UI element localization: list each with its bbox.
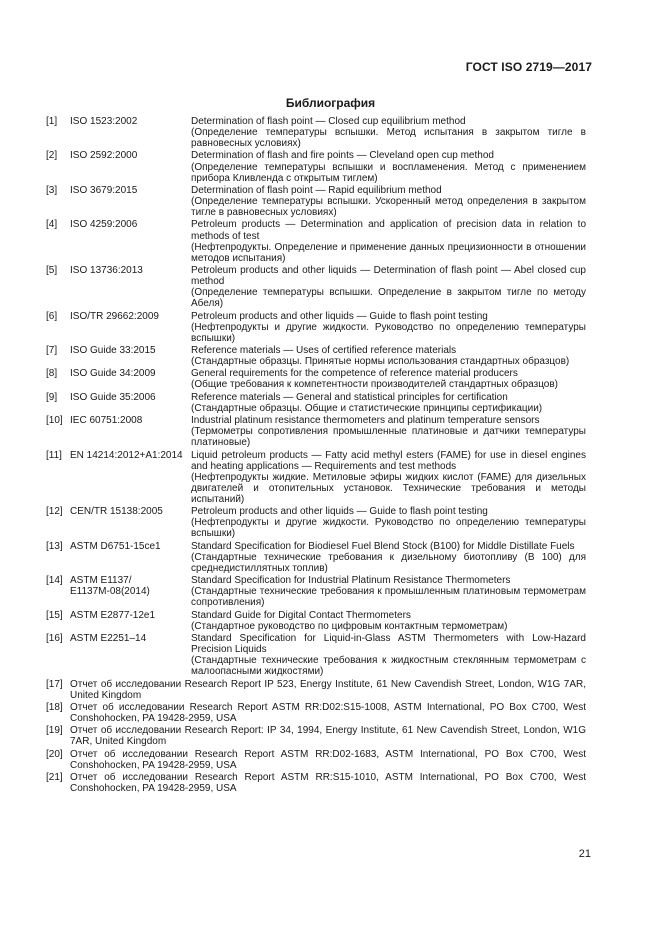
bibliography-entry xyxy=(46,368,586,390)
entry-title-en: Determination of flash point — Rapid equilibrium method xyxy=(191,184,442,196)
entry-number: [17] xyxy=(46,678,63,690)
entry-number: [20] xyxy=(46,748,63,760)
bibliography-entry xyxy=(46,116,586,149)
report-text: Research Report IP 523, Energy Institute, 61 New Cavendish Street, London, W1G 7AR, United Kingdom xyxy=(70,678,587,701)
entry-title-en: Reference materials — Uses of certified reference materials xyxy=(191,345,457,356)
entry-reference: EN 14214:2012+A1:2014 xyxy=(70,449,183,461)
entry-reference: ASTM E2251–14 xyxy=(70,633,147,645)
entry-number: [14] xyxy=(46,575,63,587)
entry-number: [6] xyxy=(46,310,58,322)
bibliography-entry xyxy=(46,311,586,344)
entry-title-en: General requirements for the competence of reference material producers xyxy=(191,368,518,380)
bibliography-entry xyxy=(46,265,586,309)
report-text: Research Report ASTM RR:D02:S15-1008, ASTM International, PO Box C700, West Conshohocken, PA 19428-2959, USA xyxy=(70,701,587,725)
bibliography-entry xyxy=(46,219,586,263)
entry-number: [1] xyxy=(46,116,58,127)
entry-title-en: Petroleum products and other liquids — Determination of flash point — Abel closed cup method xyxy=(191,264,586,288)
entry-number: [7] xyxy=(46,345,58,356)
entry-reference: ASTM E1137/ E1137M-08(2014) xyxy=(70,575,150,598)
document-standard-code: ГОСТ ISO 2719—2017 xyxy=(465,60,592,74)
entry-reference: ISO 4259:2006 xyxy=(70,219,138,231)
entry-number: [13] xyxy=(46,540,63,552)
entry-number: [16] xyxy=(46,633,63,645)
report-text: Research Report ASTM RR:S15-1010, ASTM International, PO Box C700, West Conshohocken, PA 19428-2959, USA xyxy=(70,772,586,795)
bibliography-entry xyxy=(46,450,586,505)
report-label: Отчет об исследовании xyxy=(70,725,182,737)
entry-title-ru: (Нефтепродукты жидкие. Метиловые эфиры жидких кислот (FAME) для дизельных двигателей и отопительных установок. Технические требования и методы испытаний) xyxy=(191,471,586,505)
research-report-entry xyxy=(46,749,586,771)
entry-reference: ISO Guide 34:2009 xyxy=(70,368,156,380)
entry-reference: ISO 2592:2000 xyxy=(70,150,138,162)
entry-title-en: Liquid petroleum products — Fatty acid methyl esters (FAME) for use in diesel engines and heating applications — Requirements and test methods xyxy=(191,449,586,472)
research-report-entry xyxy=(46,725,586,747)
entry-number: [2] xyxy=(46,150,58,162)
bibliography-entry xyxy=(46,575,586,608)
entry-title-en: Standard Specification for Liquid-in-Glass ASTM Thermometers with Low-Hazard Precision Liquids xyxy=(191,633,586,656)
entry-title-ru: (Определение температуры вспышки. Ускоренный метод определения в закрытом тигле в равновесных условиях) xyxy=(191,196,586,219)
entry-title-en: Standard Specification for Biodiesel Fuel Blend Stock (B100) for Middle Distillate Fuels xyxy=(191,540,575,552)
entry-reference: ISO 13736:2013 xyxy=(70,264,143,276)
entry-number: [15] xyxy=(46,609,63,621)
entry-number: [21] xyxy=(46,772,63,784)
entry-reference: IEC 60751:2008 xyxy=(70,415,143,427)
report-label: Отчет об исследовании xyxy=(70,772,188,784)
entry-title-ru: (Стандартные образцы. Принятые нормы использования стандартных образцов) xyxy=(191,356,570,368)
entry-reference: ASTM D6751-15ce1 xyxy=(70,540,161,552)
entry-number: [12] xyxy=(46,506,63,518)
research-report-entry xyxy=(46,772,586,794)
entry-title-en: Determination of flash and fire points — Cleveland open cup method xyxy=(191,150,494,162)
bibliography-entry xyxy=(46,415,586,448)
report-label: Отчет об исследовании xyxy=(70,701,185,713)
entry-number: [18] xyxy=(46,701,63,713)
entry-title-ru: (Нефтепродукты и другие жидкости. Руководство по определению температуры вспышки) xyxy=(191,321,586,344)
entry-reference: ISO 3679:2015 xyxy=(70,184,138,196)
entry-reference: ISO Guide 35:2006 xyxy=(70,391,156,403)
entry-title-ru: (Стандартные технические требования к дизельному биотопливу (В 100) для среднедистиллятных топлив) xyxy=(191,551,586,574)
entry-number: [5] xyxy=(46,264,58,276)
entry-reference: ISO Guide 33:2015 xyxy=(70,345,156,356)
entry-reference: CEN/TR 15138:2005 xyxy=(70,506,163,518)
entry-reference: ISO/TR 29662:2009 xyxy=(70,310,159,322)
report-label: Отчет об исследовании xyxy=(70,678,182,690)
entry-title-en: Standard Guide for Digital Contact Thermometers xyxy=(191,609,411,621)
report-text: Research Report: IP 34, 1994, Energy Institute, 61 New Cavendish Street, London, W1G 7AR, United Kingdom xyxy=(70,725,587,748)
bibliography-entry xyxy=(46,392,586,414)
bibliography-entry xyxy=(46,150,586,183)
entry-title-ru: (Стандартные образцы. Общие и статистические принципы сертификации) xyxy=(191,402,543,414)
entry-title-en: Petroleum products — Determination and application of precision data in relation to methods of test xyxy=(191,219,586,242)
entry-title-ru: (Определение температуры вспышки и воспламенения. Метод с применением прибора Кливленда с открытым тиглем) xyxy=(191,161,586,184)
bibliography-entry xyxy=(46,185,586,218)
entry-title-en: Reference materials — General and statistical principles for certification xyxy=(191,391,508,403)
entry-title-ru: (Стандартные технические требования к жидкостным стеклянным термометрам с малоопасными жидкостями) xyxy=(191,655,586,678)
report-text: Research Report ASTM RR:D02-1683, ASTM International, PO Box C700, West Conshohocken, PA 19428-2959, USA xyxy=(70,748,586,771)
entry-title-en: Industrial platinum resistance thermometers and platinum temperature sensors xyxy=(191,415,540,427)
bibliography-list xyxy=(46,116,586,795)
entry-title-ru: (Нефтепродукты. Определение и применение данных прецизионности в отношении методов испытания) xyxy=(191,241,586,264)
entry-title-ru: (Термометры сопротивления промышленные платиновые и датчики температуры платиновые) xyxy=(191,426,586,449)
entry-title-ru: (Определение температуры вспышки. Определение в закрытом тигле по методу Абеля) xyxy=(191,287,586,310)
entry-number: [4] xyxy=(46,219,58,231)
entry-title-ru: (Нефтепродукты и другие жидкости. Руководство по определению температуры вспышки) xyxy=(191,517,586,540)
entry-title-en: Determination of flash point — Closed cup equilibrium method xyxy=(191,116,466,127)
entry-number: [9] xyxy=(46,391,58,403)
entry-number: [3] xyxy=(46,184,58,196)
entry-title-ru: (Общие требования к компетентности производителей стандартных образцов) xyxy=(191,379,559,391)
bibliography-entry xyxy=(46,633,586,677)
research-report-entry xyxy=(46,702,586,724)
bibliography-entry xyxy=(46,345,586,367)
report-label: Отчет об исследовании xyxy=(70,748,188,760)
bibliography-entry xyxy=(46,541,586,574)
entry-title-en: Petroleum products and other liquids — Guide to flash point testing xyxy=(191,310,488,322)
bibliography-entry xyxy=(46,610,586,632)
entry-title-ru: (Стандартное руководство по цифровым контактным термометрам) xyxy=(191,620,508,632)
entry-title-ru: (Определение температуры вспышки. Метод испытания в закрытом тигле в равновесных условиях) xyxy=(191,127,586,150)
entry-reference: ASTM E2877-12e1 xyxy=(70,609,156,621)
entry-title-ru: (Стандартные технические требования к промышленным платиновым термометрам сопротивления) xyxy=(191,586,586,609)
bibliography-entry xyxy=(46,506,586,539)
page-title: Библиография xyxy=(285,96,376,110)
entry-number: [11] xyxy=(46,449,62,461)
research-report-entry xyxy=(46,679,586,701)
entry-number: [10] xyxy=(46,415,63,427)
entry-title-en: Standard Specification for Industrial Platinum Resistance Thermometers xyxy=(191,575,511,587)
entry-reference: ISO 1523:2002 xyxy=(70,116,138,127)
entry-number: [19] xyxy=(46,725,63,737)
entry-number: [8] xyxy=(46,368,58,380)
page-number: 21 xyxy=(578,848,591,860)
entry-title-en: Petroleum products and other liquids — Guide to flash point testing xyxy=(191,506,488,518)
